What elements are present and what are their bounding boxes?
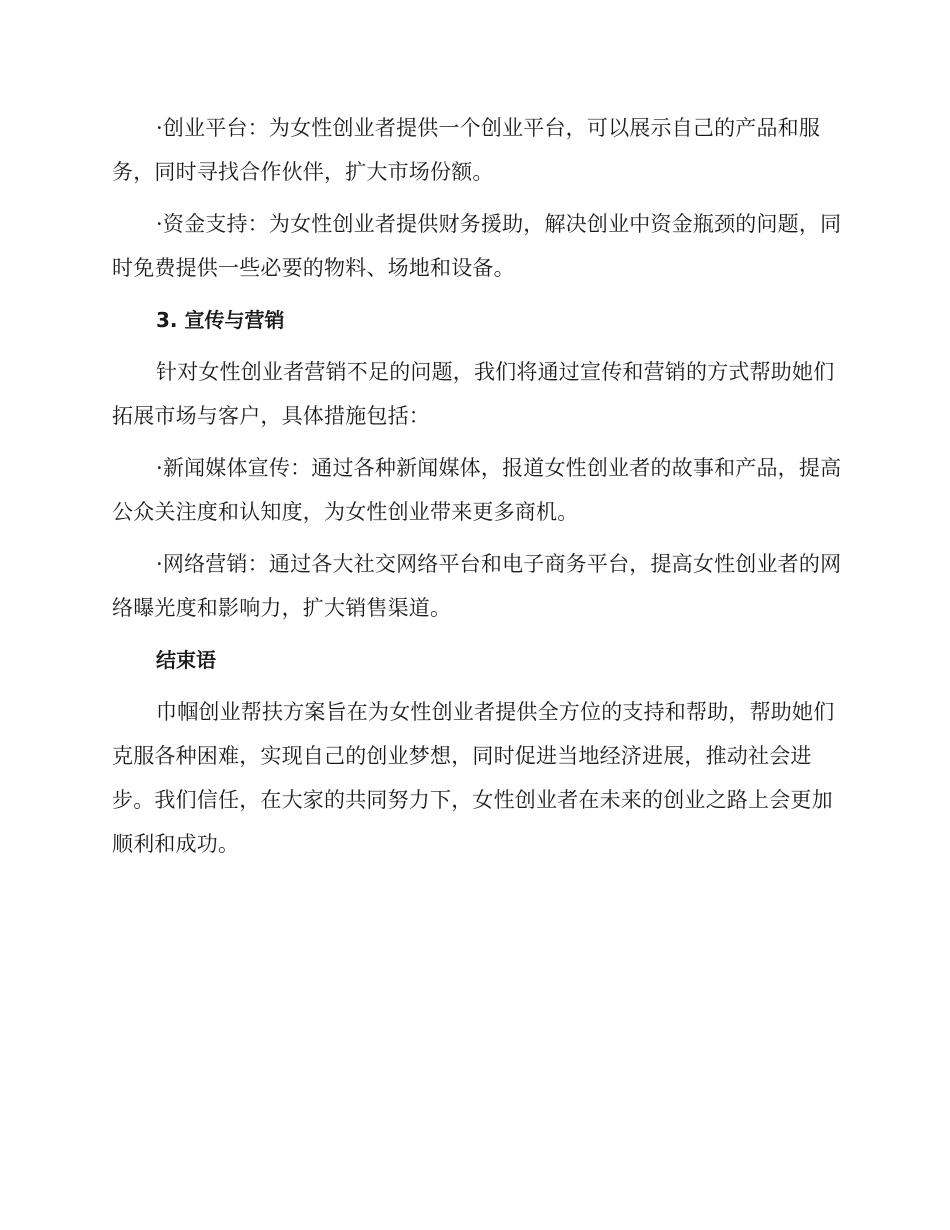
paragraph-marketing-intro: 针对女性创业者营销不足的问题，我们将通过宣传和营销的方式帮助她们拓展市场与客户，具体措施包括： (112, 360, 835, 428)
paragraph-funding-support: ·资金支持：为女性创业者提供财务援助，解决创业中资金瓶颈的问题，同时免费提供一些必要的物料、场地和设备。 (112, 212, 842, 280)
paragraph-conclusion: 巾帼创业帮扶方案旨在为女性创业者提供全方位的支持和帮助，帮助她们克服各种困难，实现自己的创业梦想，同时促进当地经济进展，推动社会进步。我们信任，在大家的共同努力下，女性创业者在未来的创业之路上会更加顺利和成功。 (112, 700, 835, 856)
paragraph-online-marketing: ·网络营销：通过各大社交网络平台和电子商务平台，提高女性创业者的网络曝光度和影响力，扩大销售渠道。 (112, 552, 842, 620)
document-body (112, 106, 842, 866)
paragraph-news-media: ·新闻媒体宣传：通过各种新闻媒体，报道女性创业者的故事和产品，提高公众关注度和认知度，为女性创业带来更多商机。 (112, 456, 842, 524)
section-heading-promotion-marketing: 3. 宣传与营销 (156, 308, 285, 332)
section-heading-conclusion: 结束语 (156, 648, 216, 672)
paragraph-startup-platform: ·创业平台：为女性创业者提供一个创业平台，可以展示自己的产品和服务，同时寻找合作伙伴，扩大市场份额。 (112, 116, 821, 184)
